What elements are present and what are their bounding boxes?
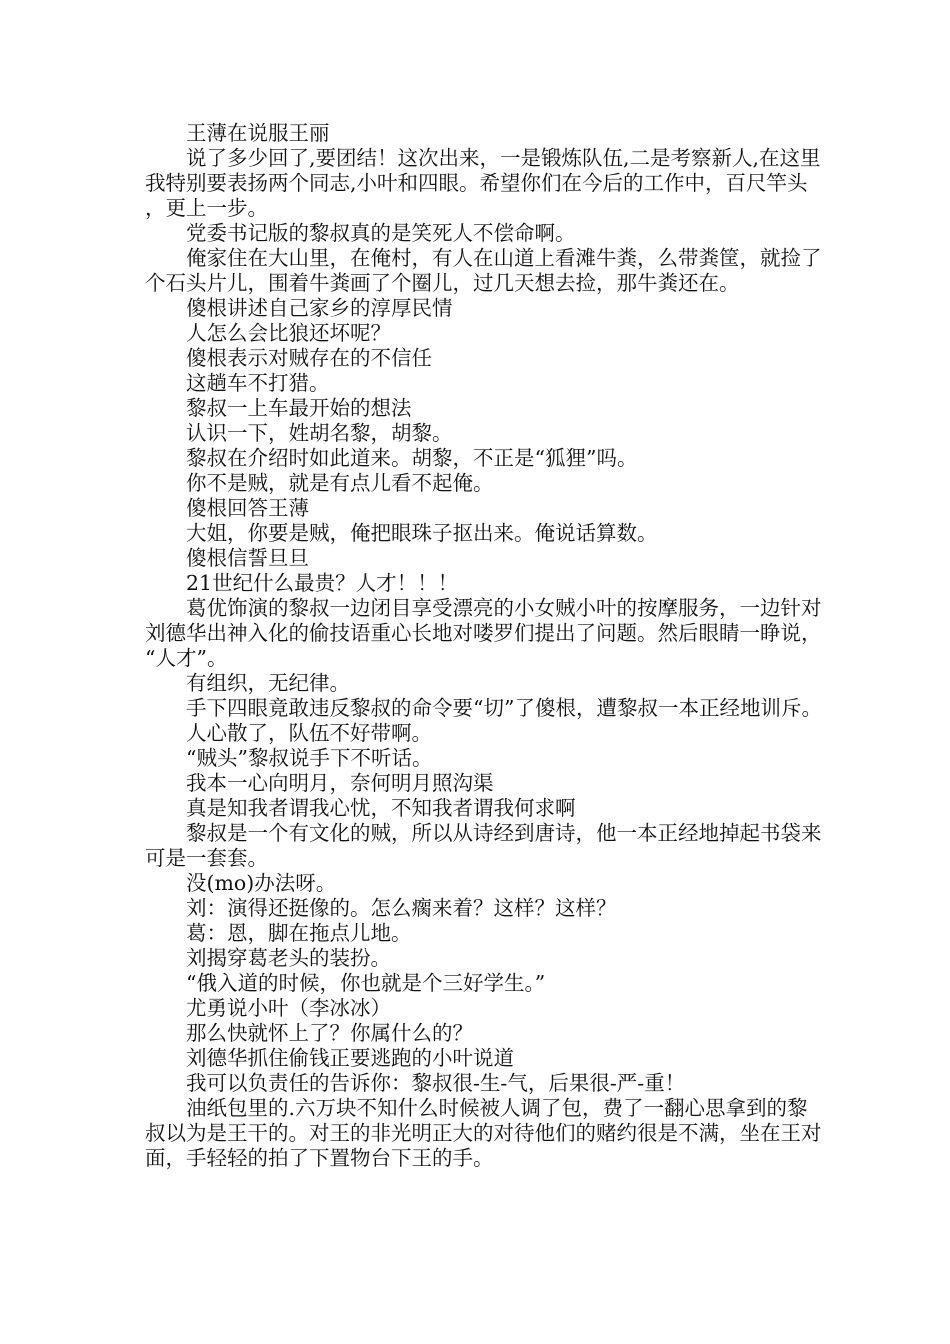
paragraph: 黎叔是一个有文化的贼，所以从诗经到唐诗，他一本正经地掉起书袋来可是一套套。 xyxy=(145,821,822,870)
paragraph: 没(mo)办法呀。 xyxy=(186,871,337,895)
paragraph: 你不是贼，就是有点儿看不起俺。 xyxy=(186,471,494,495)
paragraph: 真是知我者谓我心忧，不知我者谓我何求啊 xyxy=(186,796,576,820)
paragraph: 刘德华抓住偷钱正要逃跑的小叶说道 xyxy=(186,1046,514,1070)
paragraph: 认识一下，姓胡名黎，胡黎。 xyxy=(186,421,453,445)
paragraph: 傻根信誓旦旦 xyxy=(186,546,309,570)
paragraph: 尤勇说小叶（李冰冰） xyxy=(186,996,391,1020)
paragraph: 人怎么会比狼还坏呢？ xyxy=(186,321,391,345)
paragraph: 油纸包里的.六万块不知什么时候被人调了包，费了一翻心思拿到的黎叔以为是王干的。对王的非光明正大的对待他们的赌约很是不满，坐在王对面，手轻轻的拍了下置物台下王的手。 xyxy=(145,1096,822,1170)
paragraph: 葛优饰演的黎叔一边闭目享受漂亮的小女贼小叶的按摩服务，一边针对刘德华出神入化的偷技语重心长地对喽罗们提出了问题。然后眼睛一睁说，“人才”。 xyxy=(145,596,822,670)
document-body xyxy=(145,121,825,1171)
paragraph: 黎叔一上车最开始的想法 xyxy=(186,396,412,420)
paragraph: 大姐，你要是贼，俺把眼珠子抠出来。俺说话算数。 xyxy=(186,521,658,545)
paragraph: 傻根表示对贼存在的不信任 xyxy=(186,346,432,370)
paragraph: 傻根讲述自己家乡的淳厚民情 xyxy=(186,296,453,320)
paragraph: “俄入道的时候，你也就是个三好学生。” xyxy=(186,971,546,995)
paragraph: 我可以负责任的告诉你：黎叔很-生-气，后果很-严-重！ xyxy=(186,1071,686,1095)
paragraph: 这趟车不打猎。 xyxy=(186,371,330,395)
paragraph: 黎叔在介绍时如此道来。胡黎，不正是“狐狸”吗。 xyxy=(186,446,638,470)
paragraph: “贼头”黎叔说手下不听话。 xyxy=(186,746,433,770)
paragraph: 傻根回答王薄 xyxy=(186,496,309,520)
paragraph: 刘：演得还挺像的。怎么瘸来着？这样？这样？ xyxy=(186,896,617,920)
paragraph: 刘揭穿葛老头的装扮。 xyxy=(186,946,391,970)
paragraph: 那么快就怀上了？你属什么的？ xyxy=(186,1021,473,1045)
paragraph: 王薄在说服王丽 xyxy=(186,121,330,145)
paragraph: 有组织，无纪律。 xyxy=(186,671,350,695)
paragraph: 我本一心向明月，奈何明月照沟渠 xyxy=(186,771,494,795)
paragraph: 手下四眼竟敢违反黎叔的命令要“切”了傻根，遭黎叔一本正经地训斥。 xyxy=(186,696,822,720)
paragraph: 俺家住在大山里，在俺村，有人在山道上看滩牛粪，么带粪筐，就捡了个石头片儿，围着牛粪画了个圈儿，过几天想去捡，那牛粪还在。 xyxy=(145,246,822,295)
paragraph: 人心散了，队伍不好带啊。 xyxy=(186,721,432,745)
paragraph: 葛：恩，脚在拖点儿地。 xyxy=(186,921,412,945)
paragraph: 21世纪什么最贵？人才！！！ xyxy=(186,571,459,595)
paragraph: 党委书记版的黎叔真的是笑死人不偿命啊。 xyxy=(186,221,576,245)
paragraph: 说了多少回了,要团结！这次出来，一是锻炼队伍,二是考察新人,在这里我特别要表扬两个同志,小叶和四眼。希望你们在今后的工作中，百尺竿头，更上一步。 xyxy=(145,146,821,220)
